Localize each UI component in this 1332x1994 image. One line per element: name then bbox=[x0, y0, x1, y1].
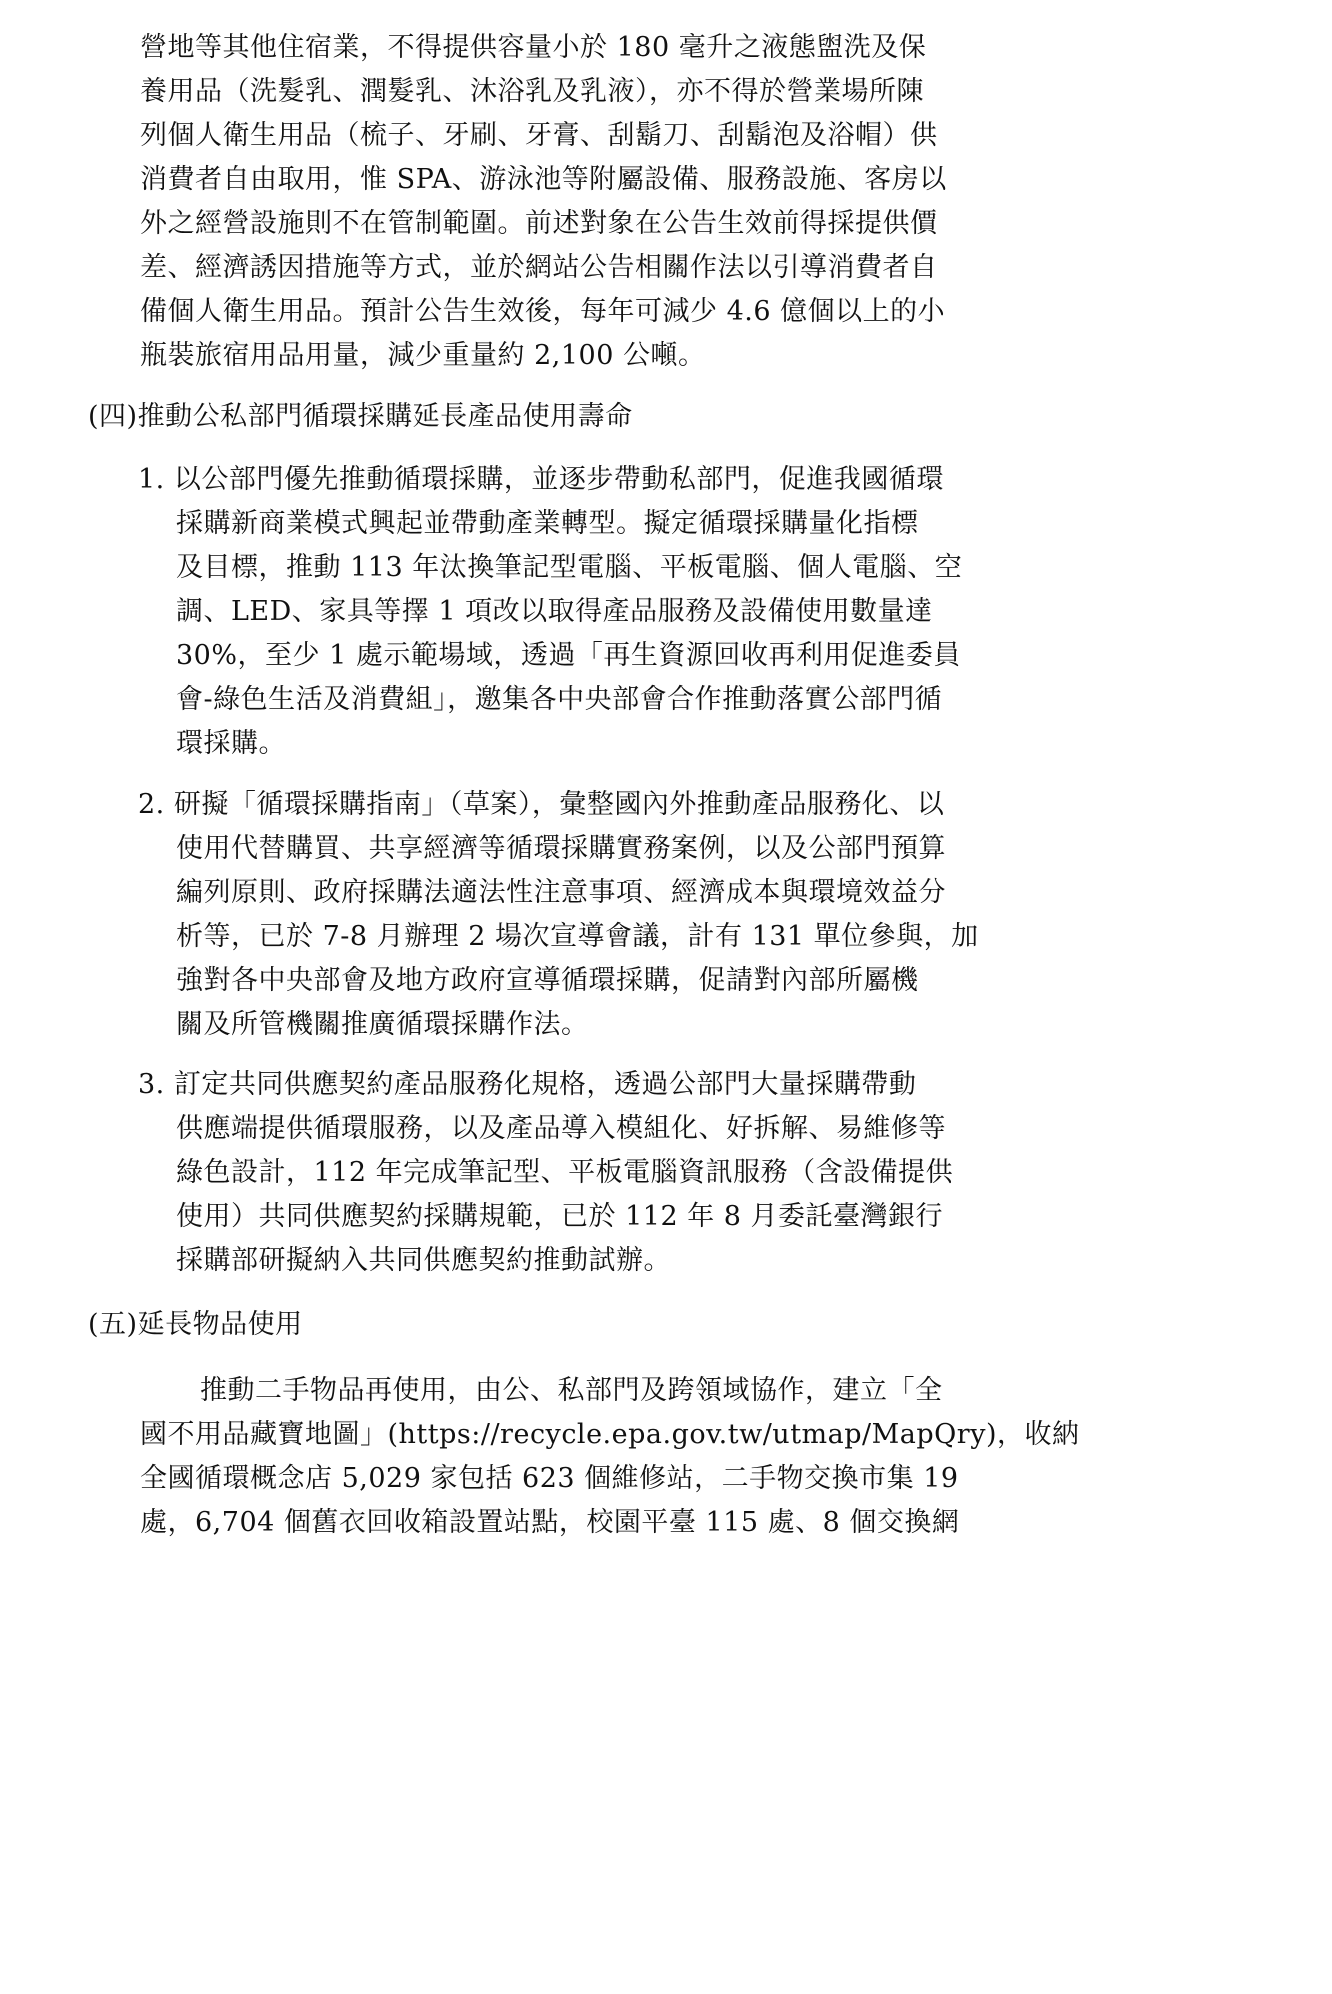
list-item-line: 使用代替購買、共享經濟等循環採購實務案例，以及公部門預算 bbox=[176, 833, 946, 864]
section-heading: (四)推動公私部門循環採購延長產品使用壽命 bbox=[88, 401, 633, 432]
list-item-line: 強對各中央部會及地方政府宣導循環採購，促請對內部所屬機 bbox=[176, 965, 919, 996]
list-item-line: 供應端提供循環服務，以及產品導入模組化、好拆解、易維修等 bbox=[176, 1113, 946, 1144]
list-item-line: 採購新商業模式興起並帶動產業轉型。擬定循環採購量化指標 bbox=[176, 508, 919, 539]
list-item-line: 環採購。 bbox=[176, 728, 286, 759]
section-heading: (五)延長物品使用 bbox=[88, 1309, 303, 1340]
text-line: 消費者自由取用，惟 SPA、游泳池等附屬設備、服務設施、客房以 bbox=[140, 164, 947, 195]
list-item-line: 使用）共同供應契約採購規範，已於 112 年 8 月委託臺灣銀行 bbox=[176, 1201, 944, 1232]
text-line: 備個人衛生用品。預計公告生效後，每年可減少 4.6 億個以上的小 bbox=[140, 296, 946, 327]
list-item-line: 30%，至少 1 處示範場域，透過「再生資源回收再利用促進委員 bbox=[176, 640, 961, 671]
list-item-line: 編列原則、政府採購法適法性注意事項、經濟成本與環境效益分 bbox=[176, 877, 946, 908]
text-line: 養用品（洗髮乳、潤髮乳、沐浴乳及乳液），亦不得於營業場所陳 bbox=[140, 76, 924, 107]
list-item-line: 關及所管機關推廣循環採購作法。 bbox=[176, 1009, 589, 1040]
text-line: 列個人衛生用品（梳子、牙刷、牙膏、刮鬍刀、刮鬍泡及浴帽）供 bbox=[140, 120, 938, 151]
text-line: 全國循環概念店 5,029 家包括 623 個維修站，二手物交換市集 19 bbox=[140, 1463, 959, 1494]
list-item-line: 綠色設計，112 年完成筆記型、平板電腦資訊服務（含設備提供 bbox=[176, 1157, 954, 1188]
text-line: 差、經濟誘因措施等方式，並於網站公告相關作法以引導消費者自 bbox=[140, 252, 938, 283]
text-line: 瓶裝旅宿用品用量，減少重量約 2,100 公噸。 bbox=[140, 340, 706, 371]
list-item-line: 3. 訂定共同供應契約產品服務化規格，透過公部門大量採購帶動 bbox=[138, 1069, 917, 1100]
text-line: 處，6,704 個舊衣回收箱設置站點，校園平臺 115 處、8 個交換網 bbox=[140, 1507, 960, 1538]
list-item-line: 析等，已於 7-8 月辦理 2 場次宣導會議，計有 131 單位參與，加 bbox=[176, 921, 979, 952]
text-line: 國不用品藏寶地圖」(https://recycle.epa.gov.tw/utmap/MapQry)，收納 bbox=[140, 1419, 1080, 1450]
list-item-line: 調、LED、家具等擇 1 項改以取得產品服務及設備使用數量達 bbox=[176, 596, 933, 627]
list-item-line: 2. 研擬「循環採購指南」（草案），彙整國內外推動產品服務化、以 bbox=[138, 789, 945, 820]
text-line: 外之經營設施則不在管制範圍。前述對象在公告生效前得採提供價 bbox=[140, 208, 938, 239]
list-item-line: 採購部研擬納入共同供應契約推動試辦。 bbox=[176, 1245, 671, 1276]
list-item-line: 會-綠色生活及消費組」，邀集各中央部會合作推動落實公部門循 bbox=[176, 684, 943, 715]
list-item-line: 1. 以公部門優先推動循環採購，並逐步帶動私部門，促進我國循環 bbox=[138, 464, 944, 495]
list-item-line: 及目標，推動 113 年汰換筆記型電腦、平板電腦、個人電腦、空 bbox=[176, 552, 963, 583]
text-line: 推動二手物品再使用，由公、私部門及跨領域協作，建立「全 bbox=[200, 1375, 943, 1406]
text-line: 營地等其他住宿業，不得提供容量小於 180 毫升之液態盥洗及保 bbox=[140, 32, 927, 63]
